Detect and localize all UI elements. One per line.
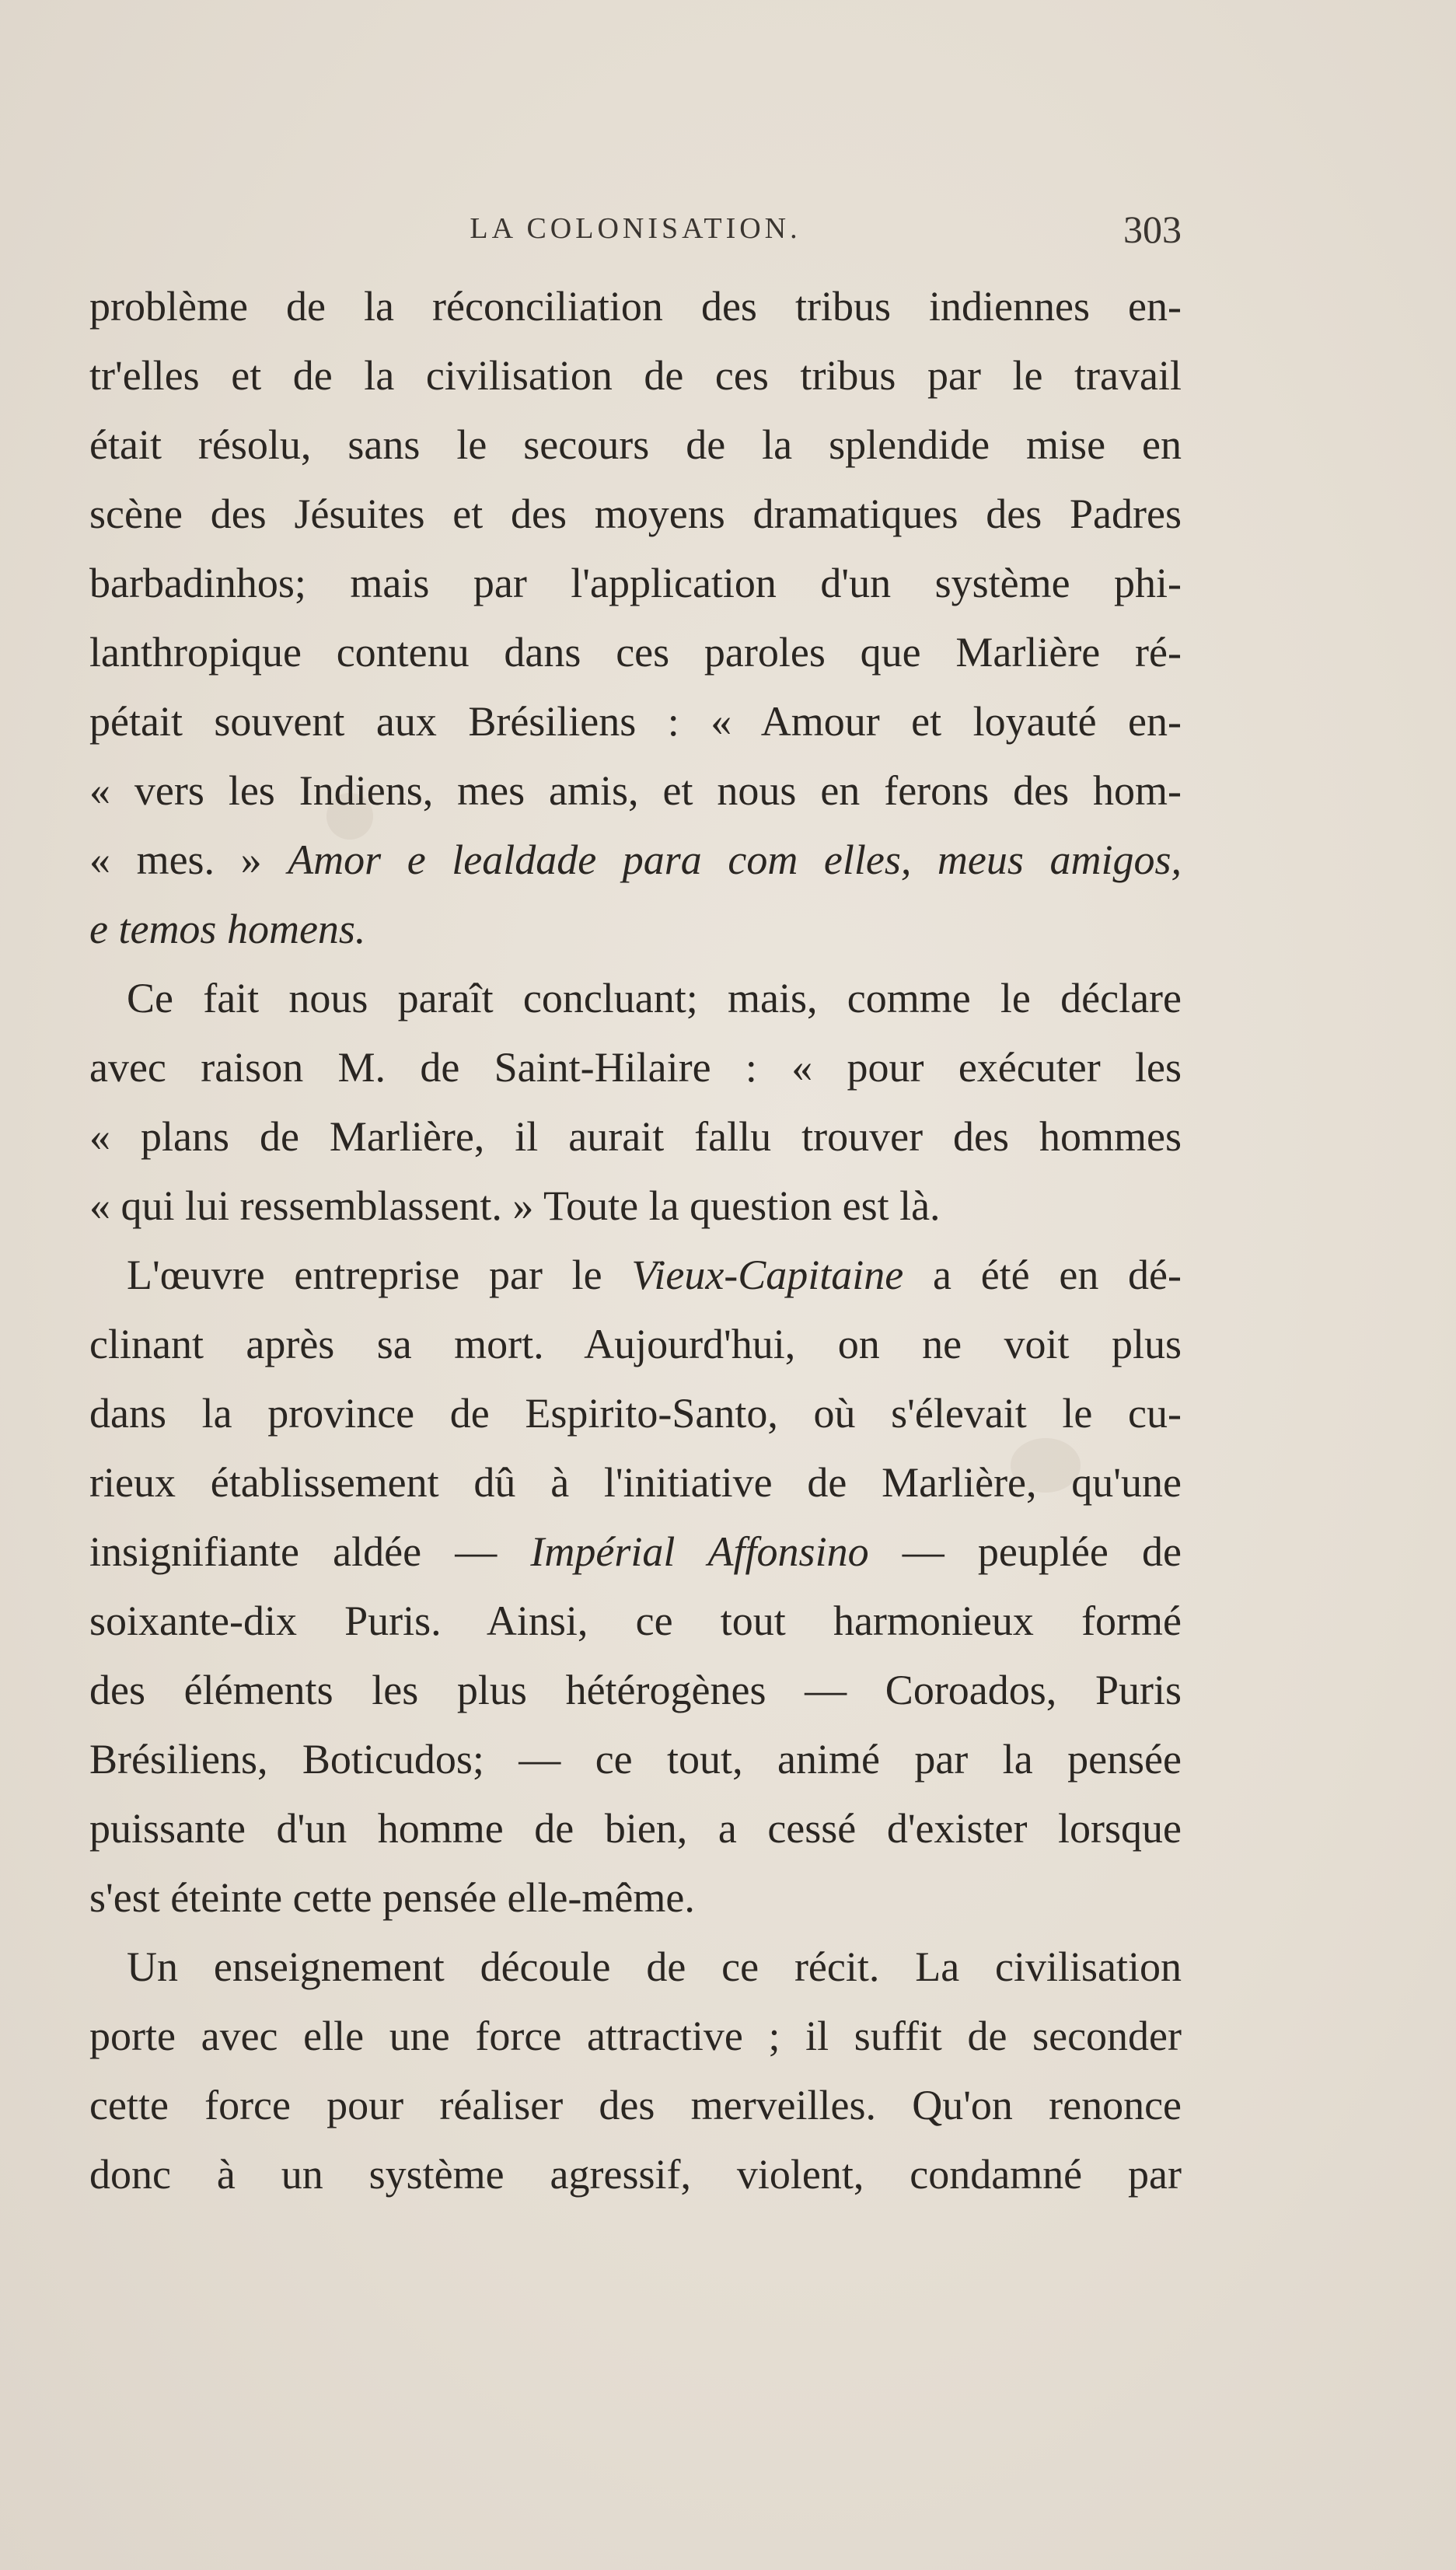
text-line: tr'elles et de la civilisation de ces tribus par le travail	[89, 352, 1182, 399]
text-line: Ce fait nous paraît concluant; mais, comme le déclare	[127, 975, 1182, 1021]
text-line: donc à un système agressif, violent, condamné par	[89, 2151, 1182, 2198]
roman-text: a été en dé-	[903, 1252, 1182, 1298]
text-line: dans la province de Espirito-Santo, où s'élevait le cu-	[89, 1390, 1182, 1437]
running-title: LA COLONISATION.	[470, 212, 801, 245]
text-line: pétait souvent aux Brésiliens : « Amour et loyauté en-	[89, 698, 1182, 745]
text-line: soixante-dix Puris. Ainsi, ce tout harmonieux formé	[89, 1598, 1182, 1644]
text-line	[89, 1241, 1182, 1310]
text-line: lanthropique contenu dans ces paroles que Marlière ré-	[89, 629, 1182, 676]
running-header	[89, 208, 1182, 261]
text-line: porte avec elle une force attractive ; il suffit de seconder	[89, 2013, 1182, 2059]
roman-text: « mes. »	[89, 836, 288, 883]
roman-text: — peuplée de	[868, 1528, 1182, 1575]
text-line: problème de la réconciliation des tribus indiennes en-	[89, 283, 1182, 330]
text-line: rieux établissement dû à l'initiative de Marlière, qu'une	[89, 1459, 1182, 1506]
text-line: « vers les Indiens, mes amis, et nous en ferons des hom-	[89, 767, 1182, 814]
text-line: avec raison M. de Saint-Hilaire : « pour exécuter les	[89, 1044, 1182, 1091]
italic-text: Amor e lealdade para com elles, meus amigos,	[288, 836, 1182, 883]
roman-text: insignifiante aldée —	[89, 1528, 531, 1575]
italic-text: Vieux-Capitaine	[631, 1252, 904, 1298]
body-text	[89, 272, 1182, 2209]
text-line: cette force pour réaliser des merveilles. Qu'on renonce	[89, 2082, 1182, 2128]
text-line	[89, 826, 1182, 895]
text-line: puissante d'un homme de bien, a cessé d'exister lorsque	[89, 1805, 1182, 1852]
text-line: était résolu, sans le secours de la splendide mise en	[89, 421, 1182, 468]
text-line: e temos homens.	[89, 906, 366, 952]
italic-text: Impérial Affonsino	[530, 1528, 869, 1575]
text-line: « plans de Marlière, il aurait fallu trouver des hommes	[89, 1113, 1182, 1160]
text-line: s'est éteinte cette pensée elle-même.	[89, 1874, 695, 1921]
text-line: Brésiliens, Boticudos; — ce tout, animé par la pensée	[89, 1736, 1182, 1783]
roman-text: L'œuvre entreprise par le	[127, 1252, 632, 1298]
text-line	[89, 1517, 1182, 1587]
text-line: des éléments les plus hétérogènes — Coroados, Puris	[89, 1667, 1182, 1713]
text-line: « qui lui ressemblassent. » Toute la question est là.	[89, 1182, 941, 1229]
text-line: scène des Jésuites et des moyens dramatiques des Padres	[89, 491, 1182, 537]
text-line: clinant après sa mort. Aujourd'hui, on ne voit plus	[89, 1321, 1182, 1367]
page-number: 303	[1123, 208, 1182, 251]
text-line: Un enseignement découle de ce récit. La civilisation	[127, 1943, 1182, 1990]
text-line: barbadinhos; mais par l'application d'un système phi-	[89, 560, 1182, 606]
